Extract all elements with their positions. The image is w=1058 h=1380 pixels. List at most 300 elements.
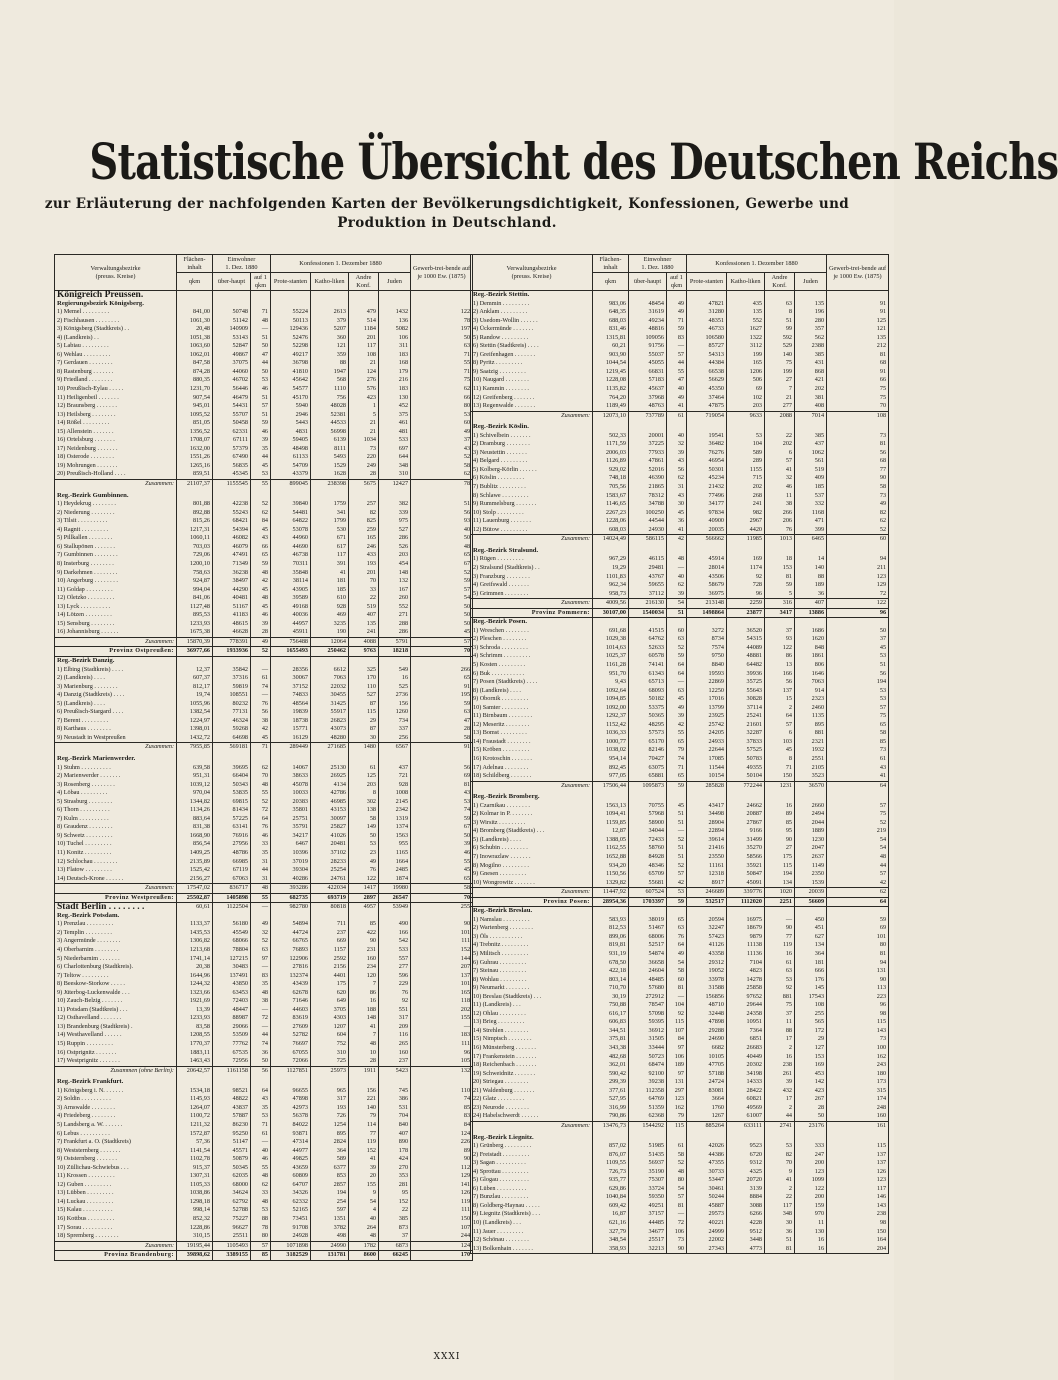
table-row [471,764,889,773]
cell-gew: 55 [411,858,473,867]
cell-pop: 75307 [629,1176,667,1185]
cell-area: 83,58 [177,1023,213,1032]
cell-name: 5) Kolberg-Körlin . . . . . . [471,466,593,475]
cell-pop: 66404 [213,772,251,781]
cell-kath: 772244 [727,781,765,790]
cell-juden: 196 [795,308,827,317]
cell-name: 1) Wreschen . . . . . . . . [471,627,593,636]
cell-prot: 35848 [271,569,311,578]
cell-gew: 173 [827,1078,889,1087]
cell-gew: 74 [411,806,473,815]
cell-kath: 20887 [727,810,765,819]
table-row [471,385,889,394]
cell-kath: 35921 [727,862,765,871]
table-row [471,1159,889,1168]
cell-pop: 92100 [629,1070,667,1079]
cell-prot: 246689 [687,888,727,898]
cell-prot: 1267 [687,1112,727,1121]
cell-juden: 6873 [379,1241,411,1251]
cell-andre: 89 [765,810,795,819]
cell-pop: 67490 [213,453,251,462]
cell-kath: 1174 [727,564,765,573]
table-row [55,526,473,535]
cell-prot: 31588 [687,984,727,993]
cell-area: 1063,60 [177,342,213,351]
table-row [55,628,473,637]
cell-qkm: 83 [251,972,271,981]
cell-gew: 121 [827,325,889,334]
cell-name: 9) Liegnitz (Stadtkreis) . . . [471,1210,593,1219]
cell-area: 945,01 [177,402,213,411]
cell-andre: 85 [349,920,379,929]
cell-area [593,618,629,627]
cell-gew: 80 [827,941,889,950]
cell-andre: 45 [765,746,795,755]
cell-area: 883,64 [177,815,213,824]
cell-gew: 243 [827,1061,889,1070]
cell-kath: 57525 [727,746,765,755]
cell-qkm: 52 [667,862,687,871]
cell-pop: 98521 [213,1087,251,1096]
cell-juden: 1620 [795,635,827,644]
cell-kath: 35725 [727,678,765,687]
cell-name: 13) Lübben . . . . . . . . . [55,1189,177,1198]
cell-qkm: 45 [251,586,271,595]
cell-qkm: 61 [251,1130,271,1139]
cell-pop: 96627 [213,1224,251,1233]
table-row [471,959,889,968]
cell-qkm: 40 [667,432,687,441]
cell-juden: 116 [379,1031,411,1040]
cell-qkm: 61 [667,1142,687,1151]
cell-gew: 110 [411,1087,473,1096]
table-row [471,308,889,317]
cell-area: 1668,90 [177,832,213,841]
table-row [471,325,889,334]
cell-juden: 17543 [795,993,827,1002]
cell-qkm: 53 [251,1112,271,1121]
cell-juden: 181 [795,959,827,968]
table-row [55,385,473,394]
cell-juden: 247 [795,1151,827,1160]
cell-kath: 1351 [311,1215,349,1224]
cell-gew: 226 [411,1138,473,1147]
cell-name: 3) Neustettin . . . . . . . [471,449,593,458]
cell-prot: 72066 [271,1057,311,1066]
cell-gew: 53 [827,652,889,661]
cell-prot: 53078 [271,526,311,535]
cell-qkm: 52 [667,1159,687,1168]
cell-gew: 62 [411,470,473,479]
cell-pop: 39238 [629,1078,667,1087]
page-subtitle: zur Erläuterung der nachfolgenden Karten der Bevölkerungsdichtigkeit, Konfessionen, Gewerbe und Produktion in Deutschland. [44,196,850,231]
cell-name: 4) (Landkreis) . . [55,334,177,343]
cell-name: 4) Danzig (Stadtkreis) . . . . [55,691,177,700]
cell-qkm [667,907,687,916]
cell-area: 60,61 [177,903,213,912]
cell-andre: 2251 [765,897,795,907]
cell-pop: 51167 [213,603,251,612]
cell-prot: 3664 [687,1095,727,1104]
cell-juden [379,300,411,309]
cell-andre: 37 [765,627,795,636]
cell-name: 7) Kulm . . . . . . . . . . [55,815,177,824]
cell-juden: 1062 [795,449,827,458]
cell-kath: 202 [727,483,765,492]
cell-name: 10) Preußisch-Eylau . . . . . [55,385,177,394]
cell-name: 6) Stettin (Stadtkreis) . . . . [471,342,593,351]
cell-qkm: 64 [667,941,687,950]
cell-area: 1675,38 [177,628,213,637]
cell-name: Reg.-Bezirk Liegnitz. [471,1134,593,1143]
cell-qkm: 47 [251,351,271,360]
cell-kath: 1110 [311,385,349,394]
cell-juden: 2321 [795,738,827,747]
cell-gew: 111 [411,937,473,946]
cell-pop: 48822 [213,1095,251,1104]
cell-pop: 1405898 [213,893,251,903]
table-row [55,798,473,807]
table-row [55,666,473,675]
cell-prot: 46738 [271,551,311,560]
table-row [471,449,889,458]
cell-kath: 25130 [311,764,349,773]
cell-kath: 254 [311,1198,349,1207]
cell-qkm: 31 [667,483,687,492]
cell-kath: 7063 [311,674,349,683]
cell-juden: 26547 [379,893,411,903]
cell-pop: 56835 [213,462,251,471]
cell-name: 9) Saatzig . . . . . . . . . [471,368,593,377]
cell-gew: 53 [411,798,473,807]
cell-name: 14) Luckau . . . . . . . . . [55,1198,177,1207]
cell-prot: 44603 [271,1006,311,1015]
cell-pop: 59395 [629,1018,667,1027]
cell-kath: 9523 [727,1142,765,1151]
cell-name: 16) Ostprignitz . . . . . . . [55,1049,177,1058]
cell-qkm: — [667,342,687,351]
table-row [55,620,473,629]
cell-kath: 37833 [727,738,765,747]
table-row [471,941,889,950]
cell-name: 3) Tilsit . . . . . . . . . . [55,517,177,526]
cell-pop: 108551 [213,691,251,700]
cell-gew: 62 [411,385,473,394]
cell-name: 5) Pillkallen . . . . . . . . [55,534,177,543]
region-row [471,291,889,300]
cell-gew: 63 [411,342,473,351]
cell-juden: 172 [795,1027,827,1036]
cell-gew: 62 [827,517,889,526]
table-row [55,772,473,781]
cell-prot: 39840 [271,500,311,509]
cell-pop: 52016 [629,466,667,475]
cell-kath: 1157 [311,946,349,955]
cell-qkm: 44 [251,359,271,368]
cell-qkm: 71 [251,1121,271,1130]
table-row [55,875,473,884]
cell-qkm: 44 [667,359,687,368]
table-row [471,590,889,599]
cell-juden: 29 [795,1035,827,1044]
cell-pop: 216130 [629,599,667,609]
cell-prot: 9750 [687,652,727,661]
cell-andre: 70 [765,1159,795,1168]
cell-area: 954,14 [593,755,629,764]
cell-pop: 29481 [629,564,667,573]
cell-andre: 194 [765,870,795,879]
cell-pop: 95250 [213,1130,251,1139]
cell-juden: 142 [795,1078,827,1087]
cell-name: 1) Königsberg i. N. . . . . . . [55,1087,177,1096]
cell-prot: 44724 [271,929,311,938]
cell-name: 5) Glogau . . . . . . . . . . [471,1176,593,1185]
cell-juden: 333 [795,1142,827,1151]
cell-pop: 30483 [213,963,251,972]
cell-prot: 2946 [271,411,311,420]
cell-area: 903,90 [593,351,629,360]
cell-kath: 4773 [727,1245,765,1254]
cell-name: 10) Zauch-Belzig . . . . . . . [55,997,177,1006]
cell-area: 1551,26 [177,453,213,462]
cell-gew [411,492,473,501]
cell-kath: 58566 [727,853,765,862]
cell-gew [411,291,473,300]
cell-area [177,291,213,300]
cell-kath: 25858 [727,984,765,993]
cell-qkm: 43 [667,492,687,501]
cell-andre: 138 [349,806,379,815]
cell-name: 11) Potsdam (Stadtkreis) . . . [55,1006,177,1015]
cell-andre: 58 [349,815,379,824]
cell-andre: 22 [765,432,795,441]
cell-qkm [251,656,271,665]
cell-andre: 41 [765,466,795,475]
cell-juden [379,1078,411,1087]
cell-gew: 50 [827,627,889,636]
table-row [55,1087,473,1096]
cell-qkm: 189 [667,1061,687,1070]
cell-andre: 7 [765,385,795,394]
cell-juden: 337 [379,725,411,734]
header-jews: Juden [795,273,827,291]
cell-pop: 59819 [213,683,251,692]
cell-gew: 82 [827,509,889,518]
cell-prot: 10396 [271,849,311,858]
table-row [55,351,473,360]
cell-name: 6) Thorn . . . . . . . . . . [55,806,177,815]
cell-juden: 873 [379,1224,411,1233]
cell-kath [727,1134,765,1143]
cell-qkm: 48 [251,594,271,603]
cell-gew: 129 [827,581,889,590]
cell-juden: 135 [795,300,827,309]
cell-andre: 93 [765,635,795,644]
cell-juden: 437 [795,440,827,449]
cell-qkm: 42 [251,725,271,734]
cell-prot [687,793,727,802]
cell-kath: 97652 [727,993,765,1002]
cell-pop: 52633 [629,644,667,653]
cell-gew: 101 [827,933,889,942]
cell-pop: 72403 [213,997,251,1006]
cell-prot [687,423,727,432]
cell-area: 12,87 [593,827,629,836]
cell-gew: 98 [827,1219,889,1228]
cell-name: 11) Heiligenbeil . . . . . . . [55,394,177,403]
cell-andre: 81 [765,1245,795,1254]
cell-kath: 2857 [311,1181,349,1190]
cell-juden: 260 [379,594,411,603]
cell-gew: 84 [411,1121,473,1130]
cell-juden: 461 [379,419,411,428]
table-row [471,853,889,862]
cell-juden: 183 [379,385,411,394]
cell-juden: 5423 [379,1066,411,1075]
cell-andre: 325 [349,666,379,675]
table-row [471,687,889,696]
cell-andre: 103 [765,738,795,747]
cell-andre: 825 [349,517,379,526]
table-row [55,1112,473,1121]
cell-gew: 54 [827,836,889,845]
cell-pop: 52517 [629,941,667,950]
cell-name: 2) Templin . . . . . . . . . [55,929,177,938]
cell-kath: 23877 [727,608,765,618]
cell-name: 17) Neidenburg . . . . . . . [55,445,177,454]
cell-pop: 836717 [213,884,251,894]
cell-name: 4) Belgard . . . . . . . . . [471,457,593,466]
cell-gew: 126 [827,1168,889,1177]
cell-juden: 627 [795,933,827,942]
cell-area: 9,43 [593,678,629,687]
cell-kath: 6851 [727,1035,765,1044]
cell-andre: 125 [349,772,379,781]
cell-qkm: 51 [251,334,271,343]
cell-prot: 30067 [271,674,311,683]
cell-name: 1) Memel . . . . . . . . . [55,308,177,317]
cell-kath: 25241 [727,712,765,721]
cell-juden: 5791 [379,637,411,647]
cell-andre: 2 [765,1104,795,1113]
cell-qkm: 43 [667,457,687,466]
cell-andre [765,907,795,916]
cell-name: 9) Rummelsburg . . . . . . . [471,500,593,509]
cell-qkm: 42 [667,721,687,730]
cell-kath: 80818 [311,903,349,912]
cell-prot: 48564 [271,700,311,709]
cell-qkm: 39 [251,436,271,445]
cell-kath: 30455 [311,691,349,700]
cell-juden: 1168 [795,509,827,518]
cell-gew: 77 [827,466,889,475]
table-row [471,1027,889,1036]
cell-gew: 123 [827,573,889,582]
cell-juden: 288 [379,620,411,629]
cell-qkm: 51 [251,394,271,403]
cell-juden: 36 [795,590,827,599]
cell-juden: 385 [795,351,827,360]
cell-gew: 78 [411,480,473,489]
cell-juden: 18218 [379,647,411,657]
cell-name: 16) Kottbus . . . . . . . . . [55,1215,177,1224]
table-row [55,1104,473,1113]
cell-kath: 7364 [727,1027,765,1036]
cell-qkm: 50 [251,1057,271,1066]
cell-name: 6) Stallupönen . . . . . . . [55,543,177,552]
cell-qkm: 52 [251,798,271,807]
table-row [471,555,889,564]
cell-andre: 33 [349,586,379,595]
cell-area [593,793,629,802]
cell-pop: 81434 [213,806,251,815]
table-row [471,342,889,351]
cell-kath: 56998 [311,428,349,437]
cell-andre: 76 [349,866,379,875]
cell-kath: 391 [311,560,349,569]
cell-juden: 596 [379,972,411,981]
cell-gew: 96 [827,1001,889,1010]
cell-andre: 70 [349,577,379,586]
cell-juden: 185 [795,483,827,492]
header-area: Flächen-inhalt [177,255,213,273]
cell-andre [765,547,795,556]
cell-qkm: 72 [667,1219,687,1228]
cell-kath: 37102 [311,849,349,858]
cell-prot: 43417 [687,802,727,811]
cell-andre: 86 [349,989,379,998]
cell-prot: 12318 [687,870,727,879]
cell-prot: 36482 [687,440,727,449]
cell-juden: 202 [795,385,827,394]
cell-juden: 537 [795,492,827,501]
cell-kath: 1322 [727,334,765,343]
table-row [471,661,889,670]
cell-pop: 607524 [629,888,667,898]
cell-pop: 54431 [213,402,251,411]
cell-name: 9) Gnesen . . . . . . . . . [471,870,593,879]
cell-name: 9) Jüterbog-Luckenwalde . . . [55,989,177,998]
cell-prot: 18738 [271,717,311,726]
cell-area: 970,04 [177,789,213,798]
cell-kath: 1529 [311,462,349,471]
cell-area: 851,05 [177,419,213,428]
cell-pop: 61343 [629,670,667,679]
cell-qkm: 52 [251,937,271,946]
cell-prot: 35791 [271,823,311,832]
cell-juden: 542 [379,937,411,946]
cell-gew: 91 [411,743,473,752]
cell-kath: 12064 [311,637,349,647]
cell-gew: 117 [827,1185,889,1194]
cell-juden: 19980 [379,884,411,894]
cell-name: 12) Oletzko . . . . . . . . . [55,594,177,603]
cell-area: 2156,27 [177,875,213,884]
cell-juden: 2637 [795,853,827,862]
cell-prot: 3272 [687,627,727,636]
cell-andre: 115 [349,708,379,717]
cell-prot [687,1134,727,1143]
table-row [471,1151,889,1160]
cell-kath: 2156 [311,963,349,972]
cell-pop: 778391 [213,637,251,647]
cell-kath: 2259 [727,599,765,609]
cell-andre: 261 [765,1070,795,1079]
cell-prot: 83619 [271,1014,311,1023]
cell-juden: 806 [795,661,827,670]
cell-area: 20642,57 [177,1066,213,1075]
cell-pop: 62792 [213,1198,251,1207]
